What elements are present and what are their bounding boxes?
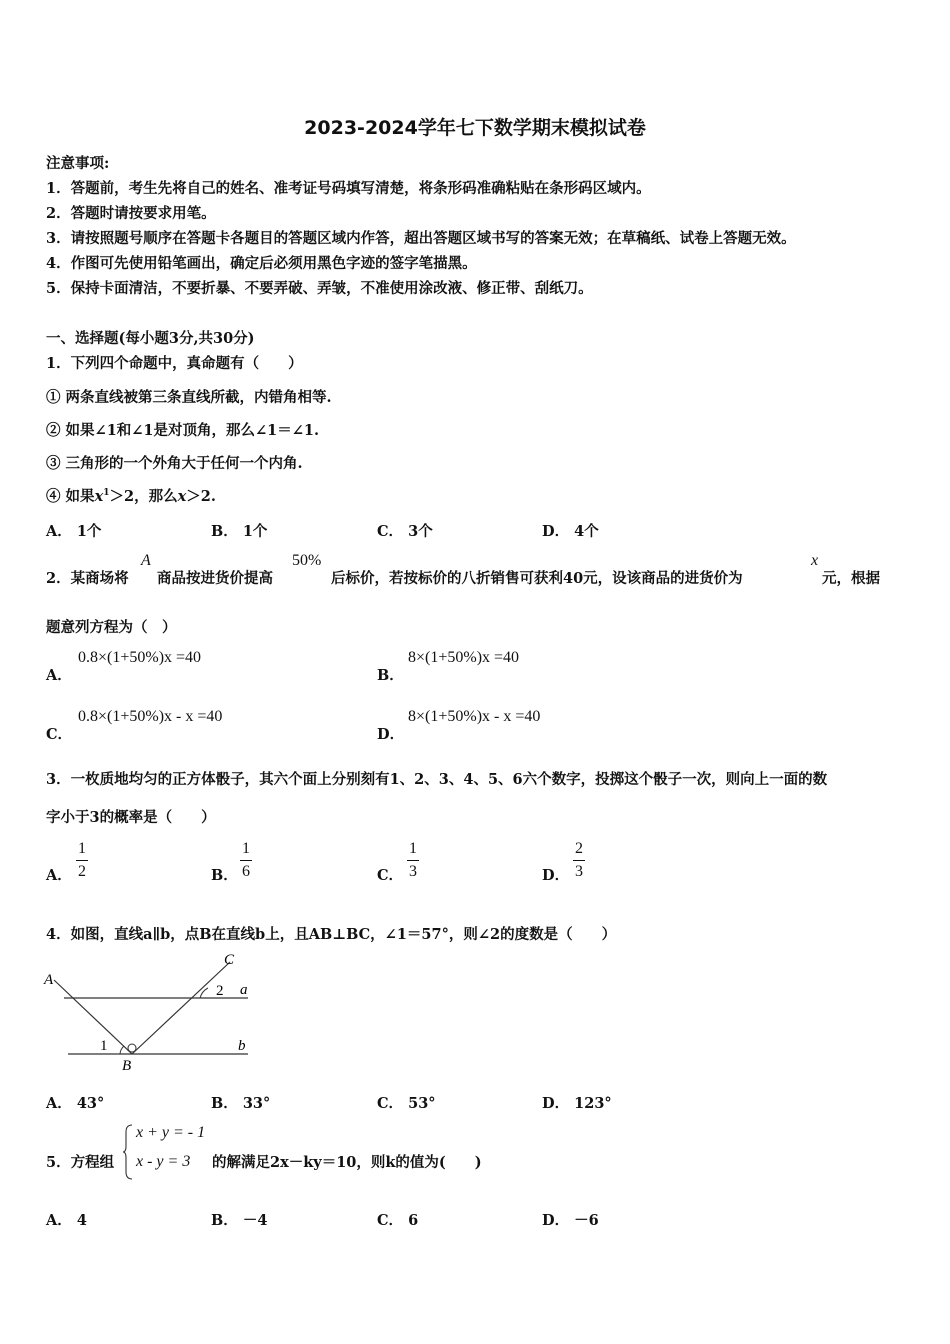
- option-c[interactable]: C． 6: [377, 1212, 419, 1229]
- option-a[interactable]: A． 43°: [46, 1095, 105, 1112]
- q1-statement: ④ 如果$x^1>2$，那么x＞2.: [46, 488, 216, 505]
- option-d[interactable]: D． 123°: [542, 1095, 612, 1112]
- q2-math-a: A: [141, 552, 151, 569]
- option-c[interactable]: C．: [377, 867, 404, 884]
- option-c[interactable]: C．: [46, 726, 73, 743]
- q1-statement: ② 如果∠1和∠1是对顶角，那么∠1＝∠1.: [46, 422, 320, 439]
- option-a-text: 0.8×(1+50%)x =40: [78, 649, 202, 666]
- q2-math-pct: 50%: [292, 552, 322, 569]
- option-b-fraction: 1 6: [242, 840, 250, 880]
- label-angle-1: 1: [100, 1038, 108, 1054]
- label-angle-2: 2: [216, 983, 224, 999]
- equation-1: x + y = - 1: [136, 1124, 206, 1141]
- q1-stem: 1．下列四个命题中，真命题有（ ）: [46, 355, 303, 372]
- option-a[interactable]: A．: [46, 667, 72, 684]
- q4-stem: 4．如图，直线a∥b，点B在直线b上，且AB⊥BC，∠1＝57°，则∠2的度数是（ ）: [46, 926, 617, 943]
- brace-icon: [122, 1124, 134, 1180]
- q2-math-x: x: [811, 552, 819, 569]
- q2-stem: 后标价，若按标价的八折销售可获利40元，设该商品的进货价为: [331, 570, 743, 587]
- option-c-text: 0.8×(1+50%)x - x =40: [78, 708, 223, 725]
- q1-statement: ③ 三角形的一个外角大于任何一个内角.: [46, 455, 303, 472]
- option-b-text: 8×(1+50%)x =40: [408, 649, 520, 666]
- option-d[interactable]: D．: [377, 726, 405, 743]
- equation-2: x - y = 3: [136, 1153, 191, 1170]
- option-a[interactable]: A． 1个: [46, 523, 102, 540]
- option-d-fraction: 2 3: [575, 840, 583, 880]
- notice-item: 1．答题前，考生先将自己的姓名、准考证号码填写清楚，将条形码准确粘贴在条形码区域内。: [46, 180, 651, 197]
- option-d[interactable]: D． －6: [542, 1212, 599, 1229]
- label-c-point: C: [224, 952, 235, 968]
- q3-stem: 3．一枚质地均匀的正方体骰子，其六个面上分别刻有1、2、3、4、5、6六个数字，投掷这个骰子一次，则向上一面的数: [46, 771, 828, 788]
- segment-bc: [132, 962, 230, 1054]
- option-d-text: 8×(1+50%)x - x =40: [408, 708, 541, 725]
- option-b[interactable]: B． 33°: [211, 1095, 271, 1112]
- q2-stem: 2．某商场将: [46, 570, 129, 587]
- section-heading: 一、选择题(每小题3分,共30分): [46, 330, 255, 347]
- right-angle-mark: [128, 1044, 136, 1052]
- option-c[interactable]: C． 3个: [377, 523, 433, 540]
- option-d[interactable]: D．: [542, 867, 570, 884]
- q5-stem: 5．方程组: [46, 1154, 115, 1171]
- option-a-fraction: 1 2: [78, 840, 86, 880]
- q2-stem: 题意列方程为（ ）: [46, 619, 177, 636]
- option-b[interactable]: B．: [377, 667, 404, 684]
- option-a[interactable]: A． 4: [46, 1212, 87, 1229]
- segment-ab: [54, 980, 132, 1054]
- q1-statement: ① 两条直线被第三条直线所截，内错角相等.: [46, 389, 332, 406]
- q4-figure: [40, 950, 260, 1075]
- notice-item: 4．作图可先使用铅笔画出，确定后必须用黑色字迹的签字笔描黑。: [46, 255, 477, 272]
- option-b[interactable]: B． 1个: [211, 523, 268, 540]
- page-title: 2023-2024学年七下数学期末模拟试卷: [304, 117, 646, 139]
- q5-stem: 的解满足2x－ky＝10，则k的值为( ): [212, 1154, 482, 1171]
- q2-stem: 元，根据: [822, 570, 880, 587]
- q3-stem: 字小于3的概率是（ ）: [46, 809, 216, 826]
- option-b[interactable]: B．: [211, 867, 238, 884]
- option-d[interactable]: D． 4个: [542, 523, 599, 540]
- option-a[interactable]: A．: [46, 867, 72, 884]
- label-a-point: A: [44, 972, 54, 988]
- option-c[interactable]: C． 53°: [377, 1095, 436, 1112]
- option-b[interactable]: B． －4: [211, 1212, 268, 1229]
- notice-heading: 注意事项:: [46, 155, 110, 172]
- label-b-point: B: [122, 1058, 132, 1074]
- q2-stem: 商品按进货价提高: [157, 570, 273, 587]
- label-line-b: b: [238, 1038, 246, 1054]
- option-c-fraction: 1 3: [409, 840, 417, 880]
- notice-item: 2．答题时请按要求用笔。: [46, 205, 216, 222]
- label-line-a: a: [240, 982, 248, 998]
- notice-item: 5．保持卡面清洁，不要折暴、不要弄破、弄皱，不准使用涂改液、修正带、刮纸刀。: [46, 280, 593, 297]
- angle-1-arc: [120, 1046, 124, 1054]
- notice-item: 3．请按照题号顺序在答题卡各题目的答题区域内作答，超出答题区域书写的答案无效；在草稿纸、试卷上答题无效。: [46, 230, 796, 247]
